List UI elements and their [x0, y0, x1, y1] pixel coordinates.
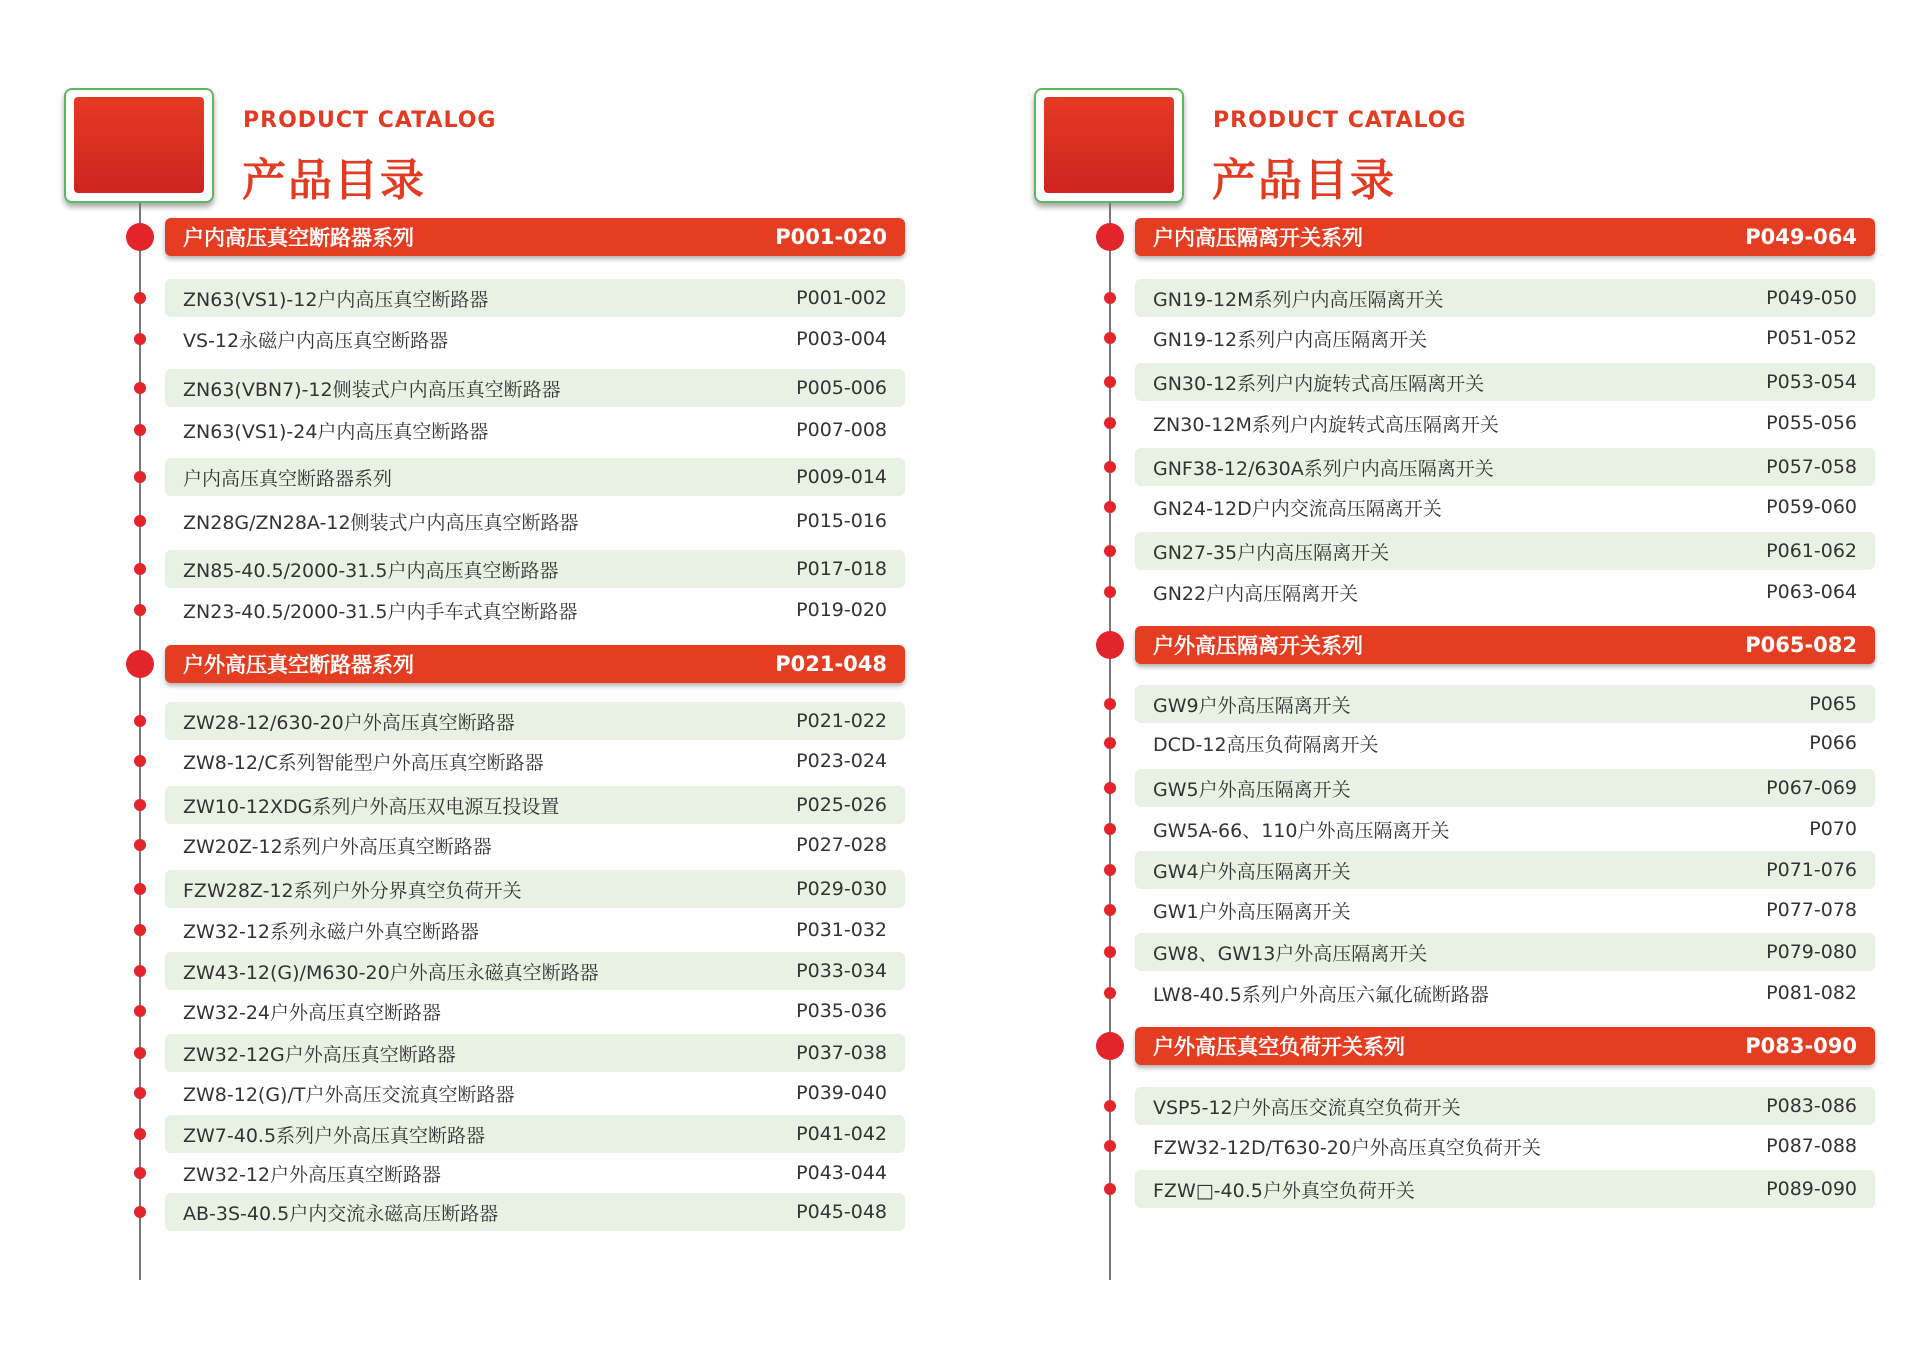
item-name: ZW10-12XDG系列户外高压双电源互投设置	[183, 795, 560, 818]
category-dot	[1096, 631, 1124, 659]
item-dot	[1104, 864, 1116, 876]
item-pages: P066	[1809, 732, 1857, 754]
item-dot	[1104, 1183, 1116, 1195]
item-pages: P007-008	[796, 419, 887, 441]
toc-item[interactable]	[1135, 279, 1875, 317]
toc-item[interactable]	[165, 502, 905, 540]
toc-item[interactable]	[165, 591, 905, 629]
toc-item[interactable]	[1135, 810, 1875, 848]
item-name: FZW□-40.5户外真空负荷开关	[1153, 1179, 1415, 1202]
item-dot	[1104, 332, 1116, 344]
toc-item[interactable]	[1135, 319, 1875, 357]
catalog-title-zh: 产品目录	[242, 155, 426, 206]
item-name: ZW32-24户外高压真空断路器	[183, 1001, 442, 1024]
item-name: ZN23-40.5/2000-31.5户内手车式真空断路器	[183, 600, 578, 623]
toc-list-left	[60, 0, 920, 1358]
item-name: FZW32-12D/T630-20户外高压真空负荷开关	[1153, 1136, 1541, 1159]
item-dot	[1104, 1100, 1116, 1112]
toc-item[interactable]	[165, 279, 905, 317]
category-dot	[126, 223, 154, 251]
item-dot	[134, 1206, 146, 1218]
toc-item[interactable]	[165, 911, 905, 949]
item-dot	[1104, 1140, 1116, 1152]
item-dot	[134, 965, 146, 977]
category-pages: P021-048	[775, 652, 887, 676]
item-pages: P089-090	[1766, 1178, 1857, 1200]
item-dot	[1104, 782, 1116, 794]
category-pages: P065-082	[1745, 633, 1857, 657]
item-name: GN19-12M系列户内高压隔离开关	[1153, 288, 1444, 311]
item-name: ZN63(VS1)-24户内高压真空断路器	[183, 420, 489, 443]
item-dot	[1104, 545, 1116, 557]
item-dot	[134, 1167, 146, 1179]
item-dot	[1104, 586, 1116, 598]
item-dot	[134, 604, 146, 616]
category-header[interactable]	[165, 218, 905, 256]
category-title: 户外高压真空负荷开关系列	[1153, 1035, 1405, 1059]
item-pages: P041-042	[796, 1123, 887, 1145]
item-dot	[134, 799, 146, 811]
item-name: ZN63(VBN7)-12侧装式户内高压真空断路器	[183, 378, 561, 401]
item-pages: P039-040	[796, 1082, 887, 1104]
toc-item[interactable]	[165, 1115, 905, 1153]
toc-item[interactable]	[165, 411, 905, 449]
item-name: VS-12永磁户内高压真空断路器	[183, 329, 449, 352]
item-name: ZW8-12(G)/T户外高压交流真空断路器	[183, 1083, 515, 1106]
toc-item[interactable]	[1135, 933, 1875, 971]
toc-item[interactable]	[165, 1034, 905, 1072]
item-pages: P005-006	[796, 377, 887, 399]
item-pages: P057-058	[1766, 456, 1857, 478]
toc-item[interactable]	[1135, 685, 1875, 723]
catalog-title-en: PRODUCT CATALOG	[1213, 108, 1467, 133]
toc-item[interactable]	[165, 1193, 905, 1231]
toc-item[interactable]	[1135, 974, 1875, 1012]
item-name: ZW32-12系列永磁户外真空断路器	[183, 920, 480, 943]
item-name: GN22户内高压隔离开关	[1153, 582, 1359, 605]
item-pages: P067-069	[1766, 777, 1857, 799]
item-name: ZW32-12G户外高压真空断路器	[183, 1043, 456, 1066]
item-dot	[134, 1087, 146, 1099]
toc-item[interactable]	[1135, 448, 1875, 486]
toc-item[interactable]	[1135, 1127, 1875, 1165]
category-title: 户外高压真空断路器系列	[183, 653, 414, 677]
item-name: ZW32-12户外高压真空断路器	[183, 1163, 442, 1186]
toc-item[interactable]	[165, 992, 905, 1030]
item-dot	[1104, 292, 1116, 304]
item-name: GW8、GW13户外高压隔离开关	[1153, 942, 1428, 965]
item-name: FZW28Z-12系列户外分界真空负荷开关	[183, 879, 522, 902]
item-pages: P043-044	[796, 1162, 887, 1184]
toc-item[interactable]	[165, 550, 905, 588]
category-header[interactable]	[165, 645, 905, 683]
toc-item[interactable]	[165, 742, 905, 780]
item-dot	[134, 924, 146, 936]
item-pages: P053-054	[1766, 371, 1857, 393]
item-dot	[1104, 987, 1116, 999]
item-pages: P070	[1809, 818, 1857, 840]
item-dot	[134, 563, 146, 575]
item-name: GN27-35户内高压隔离开关	[1153, 541, 1390, 564]
category-pages: P049-064	[1745, 225, 1857, 249]
item-name: GW5A-66、110户外高压隔离开关	[1153, 819, 1450, 842]
item-pages: P045-048	[796, 1201, 887, 1223]
toc-item[interactable]	[165, 1154, 905, 1192]
item-pages: P051-052	[1766, 327, 1857, 349]
item-pages: P009-014	[796, 466, 887, 488]
toc-item[interactable]	[1135, 891, 1875, 929]
toc-item[interactable]	[1135, 573, 1875, 611]
category-dot	[1096, 223, 1124, 251]
item-pages: P063-064	[1766, 581, 1857, 603]
item-dot	[134, 292, 146, 304]
item-name: LW8-40.5系列户外高压六氟化硫断路器	[1153, 983, 1489, 1006]
category-header[interactable]	[1135, 1027, 1875, 1065]
item-name: GN24-12D户内交流高压隔离开关	[1153, 497, 1442, 520]
item-name: 户内高压真空断路器系列	[183, 467, 393, 490]
item-pages: P065	[1809, 693, 1857, 715]
toc-item[interactable]	[165, 870, 905, 908]
item-pages: P071-076	[1766, 859, 1857, 881]
item-pages: P077-078	[1766, 899, 1857, 921]
catalog-column-left	[60, 0, 920, 1358]
toc-item[interactable]	[165, 826, 905, 864]
toc-item[interactable]	[165, 458, 905, 496]
category-pages: P001-020	[775, 225, 887, 249]
item-name: ZN85-40.5/2000-31.5户内高压真空断路器	[183, 559, 559, 582]
toc-item[interactable]	[165, 320, 905, 358]
catalog-title-zh: 产品目录	[1212, 155, 1396, 206]
item-dot	[1104, 698, 1116, 710]
item-pages: P061-062	[1766, 540, 1857, 562]
item-pages: P017-018	[796, 558, 887, 580]
toc-item[interactable]	[165, 952, 905, 990]
item-dot	[1104, 904, 1116, 916]
item-name: GN19-12系列户内高压隔离开关	[1153, 328, 1428, 351]
toc-item[interactable]	[1135, 851, 1875, 889]
item-dot	[134, 424, 146, 436]
item-name: ZW7-40.5系列户外高压真空断路器	[183, 1124, 486, 1147]
toc-item[interactable]	[1135, 1087, 1875, 1125]
toc-item[interactable]	[1135, 1170, 1875, 1208]
item-name: ZN63(VS1)-12户内高压真空断路器	[183, 288, 489, 311]
toc-item[interactable]	[1135, 532, 1875, 570]
category-header[interactable]	[1135, 626, 1875, 664]
item-pages: P055-056	[1766, 412, 1857, 434]
item-name: ZW8-12/C系列智能型户外高压真空断路器	[183, 751, 544, 774]
toc-item[interactable]	[1135, 363, 1875, 401]
item-dot	[134, 1128, 146, 1140]
item-dot	[134, 515, 146, 527]
toc-item[interactable]	[165, 1074, 905, 1112]
item-name: GW5户外高压隔离开关	[1153, 778, 1351, 801]
category-header[interactable]	[1135, 218, 1875, 256]
item-pages: P021-022	[796, 710, 887, 732]
item-pages: P025-026	[796, 794, 887, 816]
item-dot	[134, 1047, 146, 1059]
item-pages: P029-030	[796, 878, 887, 900]
item-dot	[134, 715, 146, 727]
item-dot	[134, 1005, 146, 1017]
item-pages: P019-020	[796, 599, 887, 621]
item-pages: P083-086	[1766, 1095, 1857, 1117]
item-name: DCD-12高压负荷隔离开关	[1153, 733, 1379, 756]
item-dot	[134, 755, 146, 767]
toc-item[interactable]	[165, 786, 905, 824]
item-pages: P003-004	[796, 328, 887, 350]
item-name: GN30-12系列户内旋转式高压隔离开关	[1153, 372, 1485, 395]
item-name: ZW20Z-12系列户外高压真空断路器	[183, 835, 492, 858]
item-name: ZN28G/ZN28A-12侧装式户内高压真空断路器	[183, 511, 579, 534]
item-pages: P081-082	[1766, 982, 1857, 1004]
item-dot	[1104, 376, 1116, 388]
category-title: 户内高压真空断路器系列	[183, 226, 414, 250]
toc-item[interactable]	[1135, 724, 1875, 762]
item-dot	[1104, 461, 1116, 473]
item-dot	[1104, 501, 1116, 513]
item-dot	[134, 839, 146, 851]
item-pages: P023-024	[796, 750, 887, 772]
item-dot	[1104, 946, 1116, 958]
item-pages: P031-032	[796, 919, 887, 941]
item-dot	[134, 471, 146, 483]
item-pages: P027-028	[796, 834, 887, 856]
toc-item[interactable]	[1135, 488, 1875, 526]
item-pages: P001-002	[796, 287, 887, 309]
toc-item[interactable]	[165, 702, 905, 740]
item-dot	[1104, 417, 1116, 429]
item-dot	[134, 333, 146, 345]
item-pages: P079-080	[1766, 941, 1857, 963]
item-dot	[1104, 737, 1116, 749]
item-dot	[1104, 823, 1116, 835]
catalog-title-en: PRODUCT CATALOG	[243, 108, 497, 133]
category-title: 户内高压隔离开关系列	[1153, 226, 1363, 250]
category-pages: P083-090	[1745, 1034, 1857, 1058]
item-name: ZW43-12(G)/M630-20户外高压永磁真空断路器	[183, 961, 599, 984]
item-dot	[134, 883, 146, 895]
toc-item[interactable]	[1135, 769, 1875, 807]
item-pages: P015-016	[796, 510, 887, 532]
item-pages: P087-088	[1766, 1135, 1857, 1157]
item-name: ZW28-12/630-20户外高压真空断路器	[183, 711, 515, 734]
catalog-column-right	[1030, 0, 1890, 1358]
item-pages: P033-034	[796, 960, 887, 982]
toc-list-right	[1030, 0, 1890, 1358]
item-name: GW9户外高压隔离开关	[1153, 694, 1351, 717]
item-pages: P059-060	[1766, 496, 1857, 518]
item-name: ZN30-12M系列户内旋转式高压隔离开关	[1153, 413, 1499, 436]
category-dot	[126, 650, 154, 678]
item-pages: P035-036	[796, 1000, 887, 1022]
category-dot	[1096, 1032, 1124, 1060]
item-dot	[134, 382, 146, 394]
category-title: 户外高压隔离开关系列	[1153, 634, 1363, 658]
item-name: AB-3S-40.5户内交流永磁高压断路器	[183, 1202, 499, 1225]
item-name: VSP5-12户外高压交流真空负荷开关	[1153, 1096, 1461, 1119]
toc-item[interactable]	[1135, 404, 1875, 442]
item-name: GW1户外高压隔离开关	[1153, 900, 1351, 923]
item-name: GW4户外高压隔离开关	[1153, 860, 1351, 883]
item-pages: P037-038	[796, 1042, 887, 1064]
toc-item[interactable]	[165, 369, 905, 407]
item-pages: P049-050	[1766, 287, 1857, 309]
item-name: GNF38-12/630A系列户内高压隔离开关	[1153, 457, 1494, 480]
